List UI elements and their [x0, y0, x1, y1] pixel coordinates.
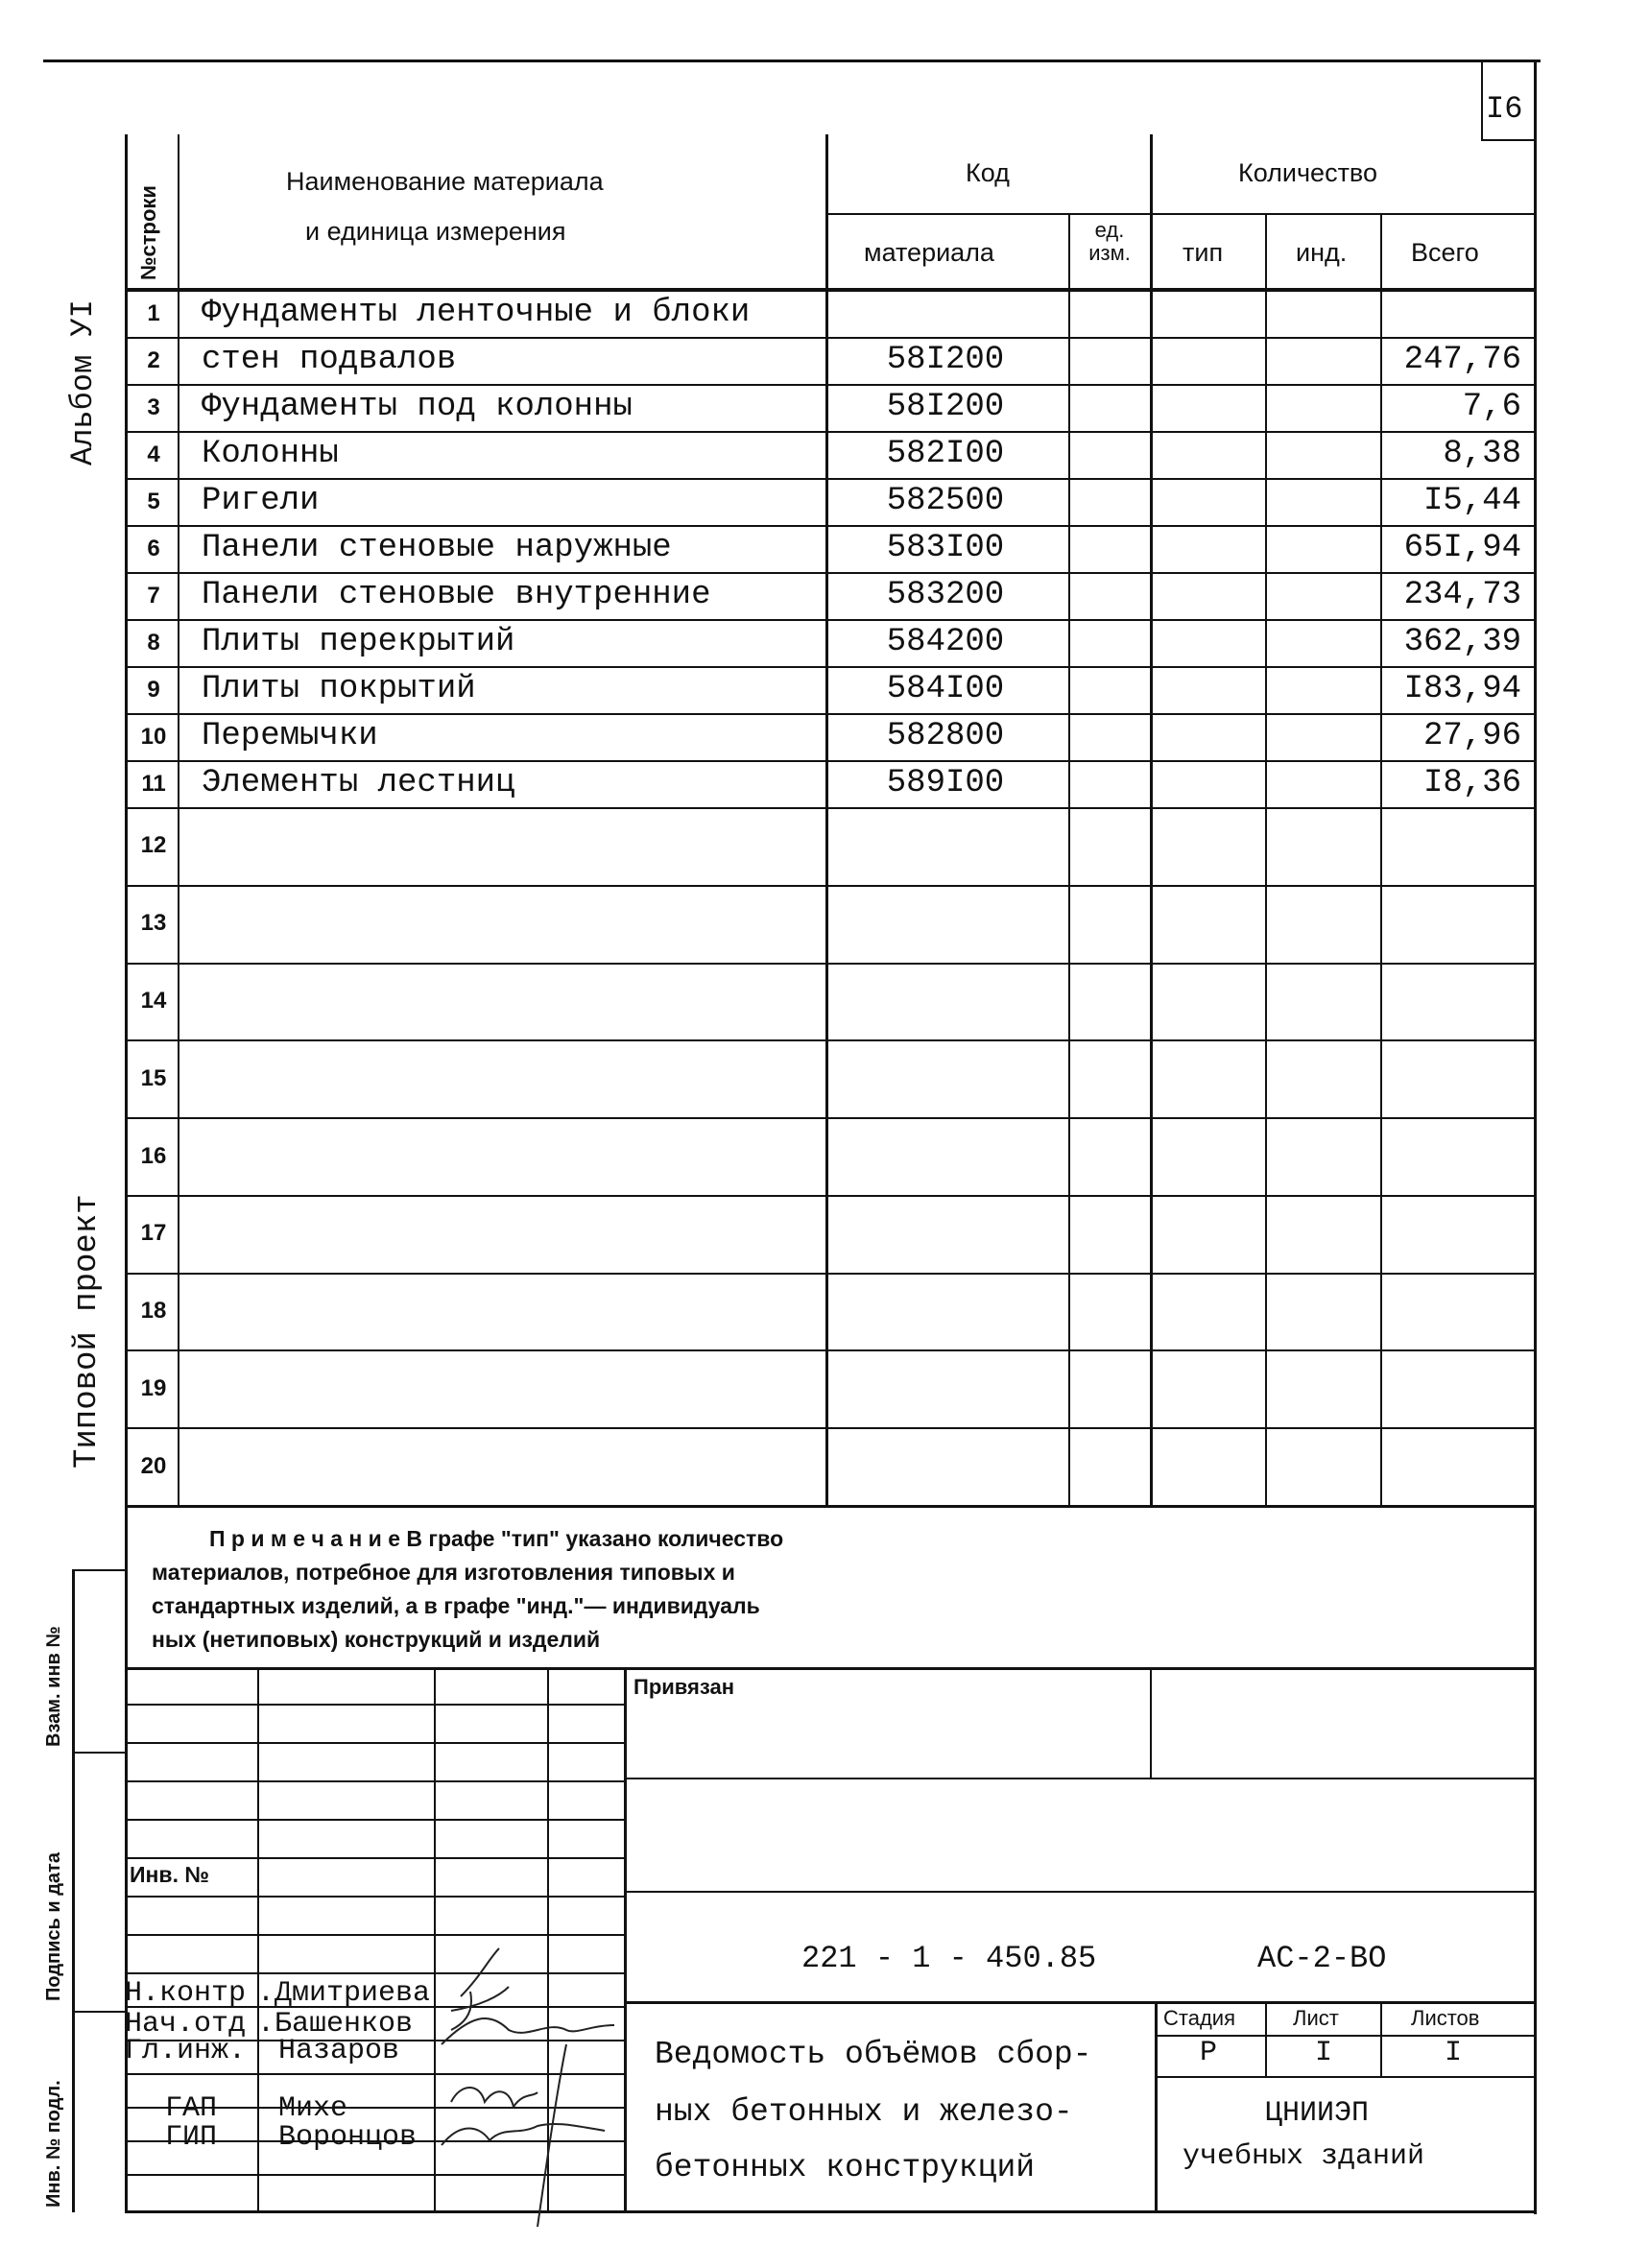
tb-stage-label: Стадия	[1163, 2006, 1235, 2030]
row-divider	[125, 1349, 1536, 1351]
signer-name-3: Михе	[278, 2092, 348, 2125]
row-divider	[125, 478, 1536, 480]
row-divider	[125, 666, 1536, 668]
tb-col-sheets	[1380, 2001, 1382, 2078]
header-code-unit: ед. изм.	[1088, 218, 1131, 265]
row-code: 583200	[886, 576, 1005, 613]
row-divider	[125, 1427, 1536, 1429]
row-divider	[125, 337, 1536, 339]
tb-org-line2: учебных зданий	[1183, 2140, 1425, 2173]
tb-stage-value: Р	[1200, 2037, 1218, 2069]
row-number: 10	[140, 723, 167, 750]
signature-dmitrieva	[451, 1948, 509, 2030]
side-stamp-left	[72, 1569, 75, 2212]
row-total: 65I,94	[1403, 529, 1521, 566]
title-block-row-line	[125, 1857, 626, 1859]
row-divider	[125, 1039, 1536, 1041]
row-name: стен подвалов	[202, 341, 457, 378]
note-line2: материалов, потребное для изготовления типовых и	[152, 1560, 735, 1585]
signer-role-1: Нач.отд	[125, 2008, 247, 2041]
tb-sheets-label: Листов	[1411, 2006, 1480, 2030]
row-number: 16	[140, 1142, 167, 1169]
row-name: Панели стеновые внутренние	[202, 576, 711, 613]
row-code: 58I200	[886, 341, 1005, 378]
row-divider	[125, 1273, 1536, 1275]
left-border	[125, 134, 128, 2212]
signer-role-0: Н.контр	[125, 1977, 247, 2010]
side-label-sign-date: Подпись и дата	[43, 1852, 64, 2001]
row-divider	[125, 431, 1536, 433]
top-border	[43, 60, 1541, 62]
tb-col-stage	[1155, 2001, 1158, 2212]
title-block-row-line	[125, 1780, 626, 1782]
signer-name-1: .Башенков	[257, 2008, 414, 2041]
signatures-image	[422, 1939, 633, 2246]
signature-bashenkov	[442, 2018, 614, 2044]
header-qty-type: тип	[1183, 238, 1224, 267]
row-total: 8,38	[1443, 435, 1521, 472]
row-number: 5	[147, 488, 160, 514]
tb-hline-code	[624, 1891, 1536, 1893]
row-divider	[125, 807, 1536, 809]
row-total: I83,94	[1403, 670, 1521, 707]
tb-col-sheet	[1265, 2001, 1267, 2078]
row-code: 582800	[886, 717, 1005, 754]
row-name: Плиты перекрытий	[202, 623, 515, 660]
row-divider	[125, 713, 1536, 715]
col-line-type	[1265, 213, 1267, 1507]
row-name: Ригели	[202, 482, 320, 519]
tb-sheet-code: АС-2-ВО	[1257, 1941, 1387, 1976]
header-qty-ind: инд.	[1296, 238, 1348, 267]
row-number: 1	[147, 299, 160, 326]
title-block-row-line	[125, 1819, 626, 1821]
tb-privyazan: Привязан	[633, 1675, 735, 1699]
row-divider	[125, 760, 1536, 762]
row-name: Фундаменты ленточные и блоки	[202, 294, 751, 331]
row-code: 583I00	[886, 529, 1005, 566]
signer-name-0: .Дмитриева	[257, 1977, 431, 2010]
row-divider	[125, 619, 1536, 621]
row-number: 20	[140, 1452, 167, 1479]
tb-col-right	[1150, 1667, 1152, 1778]
row-number: 11	[141, 770, 166, 797]
row-divider	[125, 885, 1536, 887]
note-line4: ных (нетиповых) конструкций и изделий	[152, 1627, 601, 1652]
signer-role-3: ГАП	[165, 2092, 218, 2125]
tb-hline-title	[624, 2001, 1536, 2004]
row-number: 7	[147, 582, 160, 609]
header-name-line2: и единица измерения	[305, 217, 566, 246]
row-total: 27,96	[1422, 717, 1521, 754]
row-number: 8	[147, 629, 160, 656]
tb-hline-privyazan	[624, 1778, 1536, 1779]
sheet-number: I6	[1486, 91, 1523, 127]
side-stamp-top	[72, 1569, 128, 1571]
row-number: 13	[140, 910, 167, 937]
row-number: 15	[140, 1064, 167, 1091]
header-quantity: Количество	[1238, 158, 1377, 187]
side-label-inv-orig: Инв. № подл.	[43, 2080, 64, 2208]
title-block-row-line	[125, 1742, 626, 1744]
side-stamp-div1	[72, 1752, 128, 1754]
row-number: 17	[140, 1220, 167, 1247]
row-number: 3	[147, 394, 160, 420]
row-total: I5,44	[1422, 482, 1521, 519]
col-line-code	[825, 134, 828, 1507]
row-number: 2	[147, 346, 160, 373]
tb-org-line1: ЦНИИЭП	[1265, 2097, 1370, 2130]
col-line-qty	[1150, 134, 1153, 1507]
note-line1: П р и м е ч а н и е В графе "тип" указано количество	[209, 1526, 784, 1551]
row-number: 14	[140, 987, 167, 1014]
bottom-border	[125, 2210, 1536, 2213]
row-total: 247,76	[1403, 341, 1521, 378]
row-divider	[125, 963, 1536, 965]
tb-title-line3: бетонных конструкций	[655, 2150, 1036, 2185]
row-divider	[125, 1117, 1536, 1119]
table-bottom-line	[125, 1505, 1536, 1508]
signature-mikhe	[451, 2088, 538, 2107]
header-qty-total: Всего	[1411, 238, 1479, 267]
side-label-album: Альбом УI	[65, 299, 101, 466]
signer-role-4: ГИП	[165, 2121, 218, 2154]
note-line3: стандартных изделий, а в графе "инд."— индивидуаль	[152, 1593, 760, 1618]
row-code: 582I00	[886, 435, 1005, 472]
row-divider	[125, 525, 1536, 527]
header-name-line1: Наименование материала	[286, 167, 604, 196]
signature-vorontsov	[442, 2044, 605, 2227]
sheet-number-box-left	[1481, 60, 1483, 141]
side-label-project: Типовой проект	[69, 1194, 106, 1468]
tb-title-line1: Ведомость объёмов сбор-	[655, 2037, 1092, 2072]
row-code: 58I200	[886, 388, 1005, 425]
signer-name-4: Воронцов	[278, 2121, 418, 2154]
row-divider	[125, 384, 1536, 386]
title-block-row-line	[125, 1896, 626, 1898]
tb-hline-stage2	[1155, 2076, 1536, 2078]
row-total: 234,73	[1403, 576, 1521, 613]
row-number: 6	[147, 535, 160, 561]
header-bottom-line	[125, 288, 1536, 292]
row-name: Элементы лестниц	[202, 764, 515, 801]
row-name: Перемычки	[202, 717, 378, 754]
side-label-inv-replace: Взам. инв №	[43, 1626, 64, 1747]
row-code: 584200	[886, 623, 1005, 660]
title-block-row-line	[125, 1704, 626, 1706]
row-code: 582500	[886, 482, 1005, 519]
row-total: 362,39	[1403, 623, 1521, 660]
row-name: Колонны	[202, 435, 339, 472]
side-stamp-div2	[72, 2011, 128, 2013]
title-block-row-line	[125, 1934, 626, 1936]
tb-col1	[257, 1667, 259, 2212]
row-total: I8,36	[1422, 764, 1521, 801]
header-row-no: №строки	[136, 185, 160, 280]
row-total: 7,6	[1462, 388, 1521, 425]
row-code: 584I00	[886, 670, 1005, 707]
row-name: Панели стеновые наружные	[202, 529, 672, 566]
row-code: 589I00	[886, 764, 1005, 801]
signer-role-2: Гл.инж.	[125, 2035, 247, 2067]
tb-sheet-label: Лист	[1293, 2006, 1339, 2030]
row-number: 9	[147, 676, 160, 703]
tb-title-line2: ных бетонных и железо-	[655, 2094, 1073, 2130]
row-divider	[125, 1195, 1536, 1197]
row-number: 4	[147, 441, 160, 467]
col-line-name	[178, 134, 179, 1507]
header-code: Код	[966, 158, 1010, 187]
tb-doc-code: 221 - 1 - 450.85	[801, 1941, 1097, 1976]
row-number: 19	[140, 1374, 167, 1401]
sheet-number-box-bottom	[1481, 139, 1536, 141]
tb-sheets-value: I	[1445, 2037, 1463, 2069]
row-number: 18	[140, 1298, 167, 1325]
row-number: 12	[140, 832, 167, 859]
header-code-material: материала	[864, 238, 994, 267]
tb-sheet-value: I	[1315, 2037, 1333, 2069]
signer-name-2: Назаров	[278, 2035, 400, 2067]
header-sub-line	[825, 213, 1536, 215]
tb-top	[125, 1667, 1536, 1670]
row-divider	[125, 572, 1536, 574]
tb-inv-no: Инв. №	[130, 1862, 209, 1887]
row-name: Фундаменты под колонны	[202, 388, 633, 425]
row-name: Плиты покрытий	[202, 670, 476, 707]
col-line-unit	[1068, 213, 1070, 1507]
